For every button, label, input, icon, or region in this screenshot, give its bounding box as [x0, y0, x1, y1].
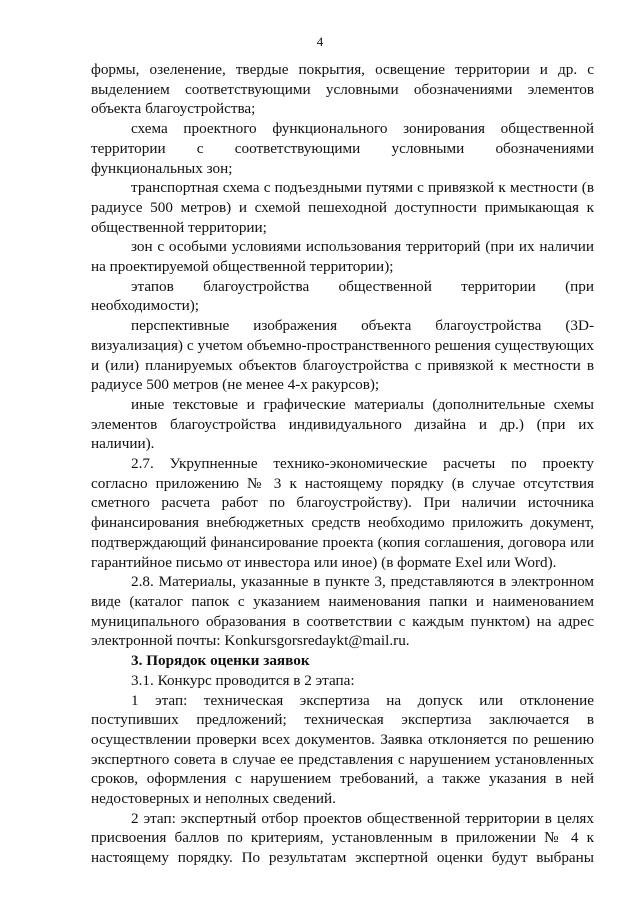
- paragraph-other-materials: иные текстовые и графические материалы (дополнительные схемы элементов благоустройства индивидуального дизайна и др.) (при их наличии).: [91, 395, 594, 453]
- paragraph-stage-1: 1 этап: техническая экспертиза на допуск или отклонение поступивших предложений; техническая экспертиза заключается в осуществлении проверки всех документов. Заявка отклоняется по решению экспертного совета в случае ее представления с нарушением установленных сроков, оформления с нарушением требований, а также указания в ней недостоверных и неполных сведений.: [91, 691, 594, 808]
- paragraph-3-1: 3.1. Конкурс проводится в 2 этапа:: [131, 671, 355, 689]
- page-number: 4: [316, 34, 324, 49]
- paragraph-stages: этапов благоустройства общественной территории (при необходимости);: [91, 277, 594, 315]
- paragraph-transport-scheme: транспортная схема с подъездными путями с привязкой к местности (в радиусе 500 метров) и схемой пешеходной доступности примыкающая к общественной территории;: [91, 179, 594, 236]
- paragraph-zoning-scheme: схема проектного функционального зонирования общественной территории с соответствующими условными обозначениями функциональных зон;: [91, 120, 594, 177]
- paragraph-2-8: 2.8. Материалы, указанные в пункте 3, представляются в электронном виде (каталог папок с указанием наименования папки и наименованием муниципального образования в соответствии с каждым пунктом) на адрес электронной почты: Konkursgorsredaykt@mail.ru.: [91, 573, 594, 650]
- paragraph-stage-2: 2 этап: экспертный отбор проектов общественной территории в целях присвоения баллов по критериям, установленным в приложении № 4 к настоящему порядку. По результатам экспертной оценки будут выбраны: [91, 809, 594, 867]
- paragraph-special-zones: зон с особыми условиями использования территорий (при их наличии на проектируемой общественной территории);: [91, 238, 594, 276]
- paragraph-2-7: 2.7. Укрупненные технико-экономические расчеты по проекту согласно приложению № 3 к настоящему порядку (в случае отсутствия сметного расчета работ по благоустройству). При наличии источника финансирования внебюджетных средств необходимо приложить документ, подтверждающий финансирование проекта (копия соглашения, договора или гарантийное письмо от инвестора или иное) (в формате Exel или Word).: [91, 455, 594, 571]
- section-heading: 3. Порядок оценки заявок: [131, 652, 310, 670]
- paragraph-continuation: формы, озеленение, твердые покрытия, освещение территории и др. с выделением соответствующими условными обозначениями элементов объекта благоустройства;: [91, 61, 594, 118]
- paragraph-3d-visualization: перспективные изображения объекта благоустройства (3D-визуализация) с учетом объемно-пространственного решения существующих и (или) планируемых объектов благоустройства с привязкой к местности в радиусе 500 метров (не менее 4-х ракурсов);: [91, 317, 594, 394]
- document-body: [91, 60, 594, 868]
